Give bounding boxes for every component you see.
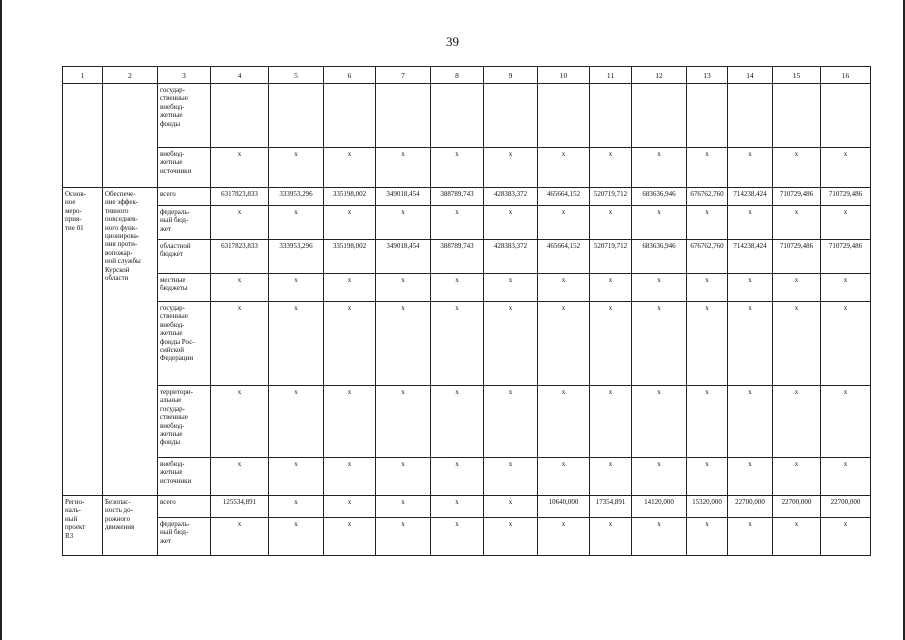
value-cell: x (211, 148, 269, 188)
value-cell: x (773, 148, 821, 188)
page-left-border (0, 0, 2, 640)
funding-source-cell: государ- ственные внебюд- жетные фонды (158, 84, 211, 148)
amount-cell: 335198,002 (324, 240, 376, 274)
column-number-header: 3 (158, 67, 211, 84)
measure-name-cell: Регио- наль- ный проект R3 (63, 496, 103, 556)
value-cell: x (821, 274, 871, 302)
funding-source-cell: областной бюджет (158, 240, 211, 274)
amount-cell: 333953,296 (269, 240, 324, 274)
value-cell: x (211, 518, 269, 556)
value-cell: x (431, 302, 484, 386)
value-cell: x (728, 518, 773, 556)
column-number-header: 6 (324, 67, 376, 84)
value-cell: x (269, 458, 324, 496)
amount-cell: 14120,000 (632, 496, 687, 518)
value-cell: x (728, 458, 773, 496)
amount-cell: 22700,000 (773, 496, 821, 518)
column-number-header: 2 (103, 67, 158, 84)
amount-cell: 125534,891 (211, 496, 269, 518)
value-cell: x (431, 458, 484, 496)
value-cell: x (269, 496, 324, 518)
value-cell: x (484, 518, 538, 556)
table-row (63, 206, 871, 240)
amount-cell: 683636,946 (632, 188, 687, 206)
amount-cell: 349018,454 (376, 188, 431, 206)
funding-table (62, 66, 871, 556)
funding-source-cell: всего (158, 188, 211, 206)
value-cell: x (687, 518, 728, 556)
amount-cell: 10640,000 (538, 496, 590, 518)
value-cell: x (687, 206, 728, 240)
amount-cell: 465664,152 (538, 188, 590, 206)
amount-cell: 683636,946 (632, 240, 687, 274)
value-cell: x (431, 148, 484, 188)
value-cell: x (687, 274, 728, 302)
value-cell: x (632, 148, 687, 188)
table-row (63, 240, 871, 274)
amount-cell: 676762,760 (687, 188, 728, 206)
value-cell: x (376, 274, 431, 302)
value-cell (590, 84, 632, 148)
value-cell: x (269, 148, 324, 188)
amount-cell: 333953,296 (269, 188, 324, 206)
value-cell: x (821, 458, 871, 496)
value-cell: x (324, 302, 376, 386)
value-cell: x (211, 206, 269, 240)
amount-cell: 17354,891 (590, 496, 632, 518)
amount-cell: 710729,486 (773, 188, 821, 206)
empty-cell (103, 84, 158, 188)
amount-cell: 710729,486 (773, 240, 821, 274)
value-cell: x (728, 386, 773, 458)
value-cell: x (269, 274, 324, 302)
value-cell: x (632, 274, 687, 302)
amount-cell: 428383,372 (484, 240, 538, 274)
value-cell: x (728, 274, 773, 302)
value-cell: x (211, 458, 269, 496)
value-cell: x (773, 518, 821, 556)
value-cell: x (211, 386, 269, 458)
table-row (63, 188, 871, 206)
value-cell: x (773, 274, 821, 302)
value-cell: x (538, 302, 590, 386)
value-cell: x (821, 386, 871, 458)
value-cell: x (484, 206, 538, 240)
value-cell: x (773, 458, 821, 496)
value-cell: x (632, 206, 687, 240)
table-row (63, 458, 871, 496)
value-cell: x (269, 386, 324, 458)
value-cell: x (728, 148, 773, 188)
value-cell: x (728, 206, 773, 240)
column-number-header: 13 (687, 67, 728, 84)
column-number-header: 10 (538, 67, 590, 84)
measure-name-cell: Основ- ное меро- прия- тие 01 (63, 188, 103, 496)
value-cell: x (324, 274, 376, 302)
funding-source-cell: федераль- ный бюд- жет (158, 206, 211, 240)
amount-cell: 6317823,833 (211, 188, 269, 206)
value-cell: x (590, 206, 632, 240)
value-cell: x (632, 302, 687, 386)
value-cell: x (773, 302, 821, 386)
value-cell: x (590, 274, 632, 302)
column-number-row (63, 67, 871, 84)
value-cell: x (821, 206, 871, 240)
amount-cell: 710729,486 (821, 188, 871, 206)
value-cell: x (687, 458, 728, 496)
table-row (63, 84, 871, 148)
value-cell: x (376, 496, 431, 518)
value-cell: x (431, 518, 484, 556)
value-cell (376, 84, 431, 148)
value-cell: x (590, 458, 632, 496)
amount-cell: 465664,152 (538, 240, 590, 274)
value-cell (324, 84, 376, 148)
value-cell: x (773, 206, 821, 240)
value-cell: x (376, 302, 431, 386)
value-cell: x (324, 458, 376, 496)
value-cell (484, 84, 538, 148)
value-cell: x (538, 458, 590, 496)
value-cell (687, 84, 728, 148)
amount-cell: 15320,000 (687, 496, 728, 518)
value-cell: x (484, 496, 538, 518)
amount-cell: 335198,002 (324, 188, 376, 206)
value-cell: x (773, 386, 821, 458)
value-cell: x (269, 518, 324, 556)
amount-cell: 6317823,833 (211, 240, 269, 274)
value-cell: x (269, 302, 324, 386)
value-cell: x (538, 148, 590, 188)
value-cell: x (484, 148, 538, 188)
value-cell: x (324, 206, 376, 240)
value-cell: x (324, 496, 376, 518)
value-cell: x (324, 386, 376, 458)
amount-cell: 710729,486 (821, 240, 871, 274)
amount-cell: 520719,712 (590, 240, 632, 274)
value-cell: x (484, 302, 538, 386)
funding-source-cell: внебюд- жетные источники (158, 458, 211, 496)
value-cell: x (590, 518, 632, 556)
table-row (63, 518, 871, 556)
table-row (63, 302, 871, 386)
value-cell: x (538, 206, 590, 240)
value-cell: x (728, 302, 773, 386)
value-cell (632, 84, 687, 148)
amount-cell: 22700,000 (728, 496, 773, 518)
value-cell: x (376, 206, 431, 240)
table-row (63, 386, 871, 458)
value-cell: x (484, 458, 538, 496)
value-cell: x (431, 496, 484, 518)
amount-cell: 428383,372 (484, 188, 538, 206)
value-cell: x (590, 148, 632, 188)
value-cell: x (632, 518, 687, 556)
column-number-header: 5 (269, 67, 324, 84)
column-number-header: 1 (63, 67, 103, 84)
measure-description-cell: Безопас- ность до- рожного движения (103, 496, 158, 556)
value-cell: x (821, 518, 871, 556)
funding-source-cell: местные бюджеты (158, 274, 211, 302)
value-cell: x (687, 386, 728, 458)
value-cell (773, 84, 821, 148)
value-cell: x (376, 518, 431, 556)
empty-cell (63, 84, 103, 188)
amount-cell: 520719,712 (590, 188, 632, 206)
funding-source-cell: федераль- ный бюд- жет (158, 518, 211, 556)
value-cell: x (632, 386, 687, 458)
value-cell: x (687, 302, 728, 386)
column-number-header: 15 (773, 67, 821, 84)
value-cell: x (687, 148, 728, 188)
column-number-header: 8 (431, 67, 484, 84)
value-cell: x (211, 302, 269, 386)
value-cell (211, 84, 269, 148)
value-cell: x (324, 148, 376, 188)
value-cell: x (269, 206, 324, 240)
amount-cell: 388789,743 (431, 188, 484, 206)
value-cell: x (538, 386, 590, 458)
value-cell: x (376, 148, 431, 188)
amount-cell: 22700,000 (821, 496, 871, 518)
column-number-header: 9 (484, 67, 538, 84)
table-row (63, 274, 871, 302)
amount-cell: 714238,424 (728, 240, 773, 274)
value-cell (431, 84, 484, 148)
value-cell: x (538, 518, 590, 556)
value-cell: x (431, 386, 484, 458)
column-number-header: 16 (821, 67, 871, 84)
amount-cell: 714238,424 (728, 188, 773, 206)
funding-source-cell: территори- альные государ- ственные внебюд- жетные фонды (158, 386, 211, 458)
value-cell: x (484, 274, 538, 302)
value-cell: x (821, 302, 871, 386)
value-cell: x (590, 386, 632, 458)
funding-source-cell: внебюд- жетные источники (158, 148, 211, 188)
page-number: 39 (446, 34, 459, 49)
amount-cell: 676762,760 (687, 240, 728, 274)
value-cell: x (431, 274, 484, 302)
column-number-header: 11 (590, 67, 632, 84)
value-cell: x (590, 302, 632, 386)
column-number-header: 14 (728, 67, 773, 84)
measure-description-cell: Обеспече- ние эффек- тивного повседнев- ного функ- ционирова- ния проти- вопожар- ной службы Курской области (103, 188, 158, 496)
amount-cell: 349018,454 (376, 240, 431, 274)
value-cell (538, 84, 590, 148)
table-row (63, 148, 871, 188)
amount-cell: 388789,743 (431, 240, 484, 274)
funding-source-cell: государ- ственные внебюд- жетные фонды Рос- сийской Федерации (158, 302, 211, 386)
column-number-header: 7 (376, 67, 431, 84)
table-row (63, 496, 871, 518)
value-cell: x (376, 386, 431, 458)
value-cell (728, 84, 773, 148)
value-cell (269, 84, 324, 148)
value-cell (821, 84, 871, 148)
value-cell: x (484, 386, 538, 458)
value-cell: x (376, 458, 431, 496)
value-cell: x (632, 458, 687, 496)
value-cell: x (821, 148, 871, 188)
value-cell: x (431, 206, 484, 240)
value-cell: x (538, 274, 590, 302)
column-number-header: 4 (211, 67, 269, 84)
value-cell: x (211, 274, 269, 302)
value-cell: x (324, 518, 376, 556)
funding-source-cell: всего (158, 496, 211, 518)
column-number-header: 12 (632, 67, 687, 84)
